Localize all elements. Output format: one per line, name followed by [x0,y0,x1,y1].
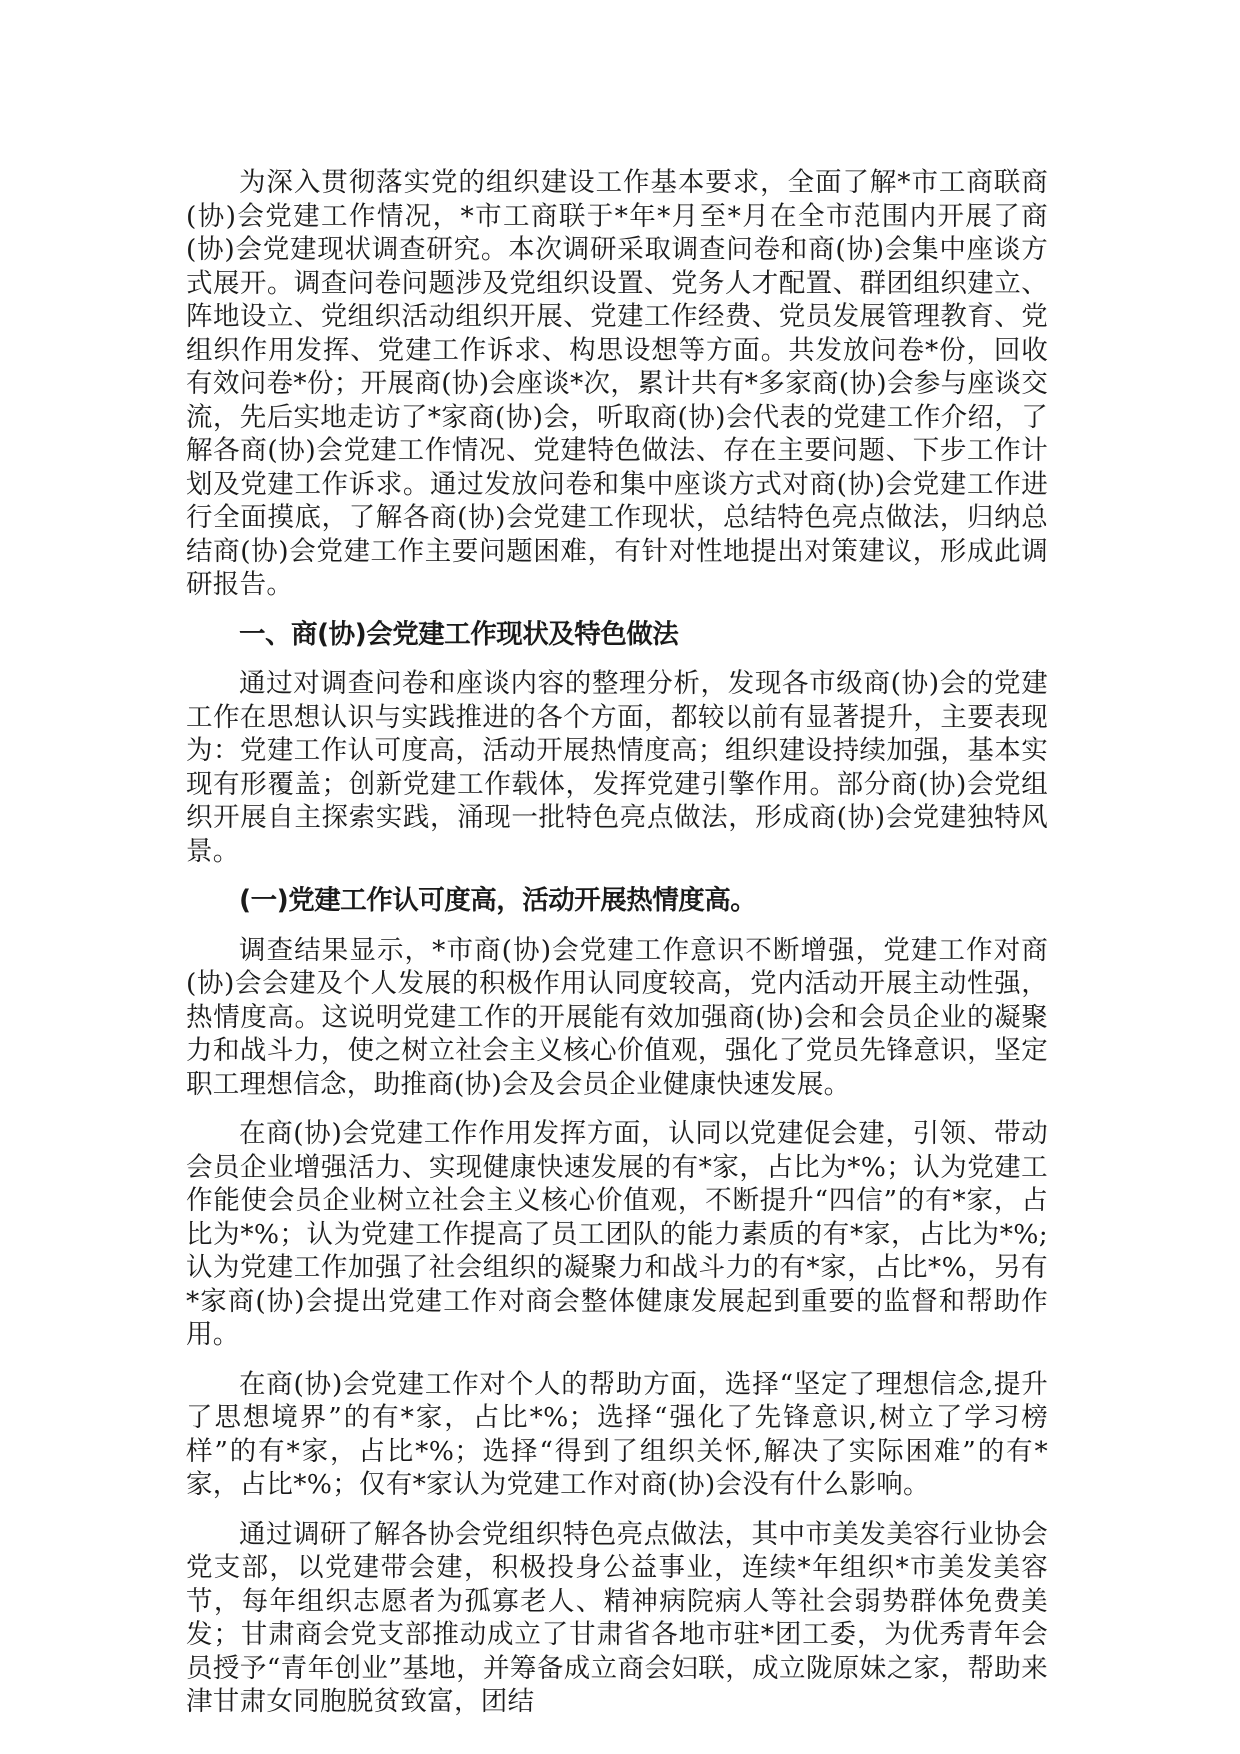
role-statistics-paragraph: 在商(协)会党建工作作用发挥方面，认同以党建促会建，引领、带动会员企业增强活力、实现健康快速发展的有*家，占比为*%；认为党建工作能使会员企业树立社会主义核心价值观，不断提升“四信”的有*家，占比为*%；认为党建工作提高了员工团队的能力素质的有*家，占比为*%;认为党建工作加强了社会组织的凝聚力和战斗力的有*家，占比*%，另有*家商(协)会提出党建工作对商会整体健康发展起到重要的监督和帮助作用。 [186,1118,1048,1350]
section-1-summary-paragraph: 通过对调查问卷和座谈内容的整理分析，发现各市级商(协)会的党建工作在思想认识与实践推进的各个方面，都较以前有显著提升，主要表现为：党建工作认可度高，活动开展热情度高；组织建设持续加强，基本实现有形覆盖；创新党建工作载体，发挥党建引擎作用。部分商(协)会党组织开展自主探索实践，涌现一批特色亮点做法，形成商(协)会党建独特风景。 [186,668,1048,867]
intro-paragraph: 为深入贯彻落实党的组织建设工作基本要求，全面了解*市工商联商(协)会党建工作情况，*市工商联于*年*月至*月在全市范围内开展了商(协)会党建现状调查研究。本次调研采取调查问卷和商(协)会集中座谈方式展开。调查问卷问题涉及党组织设置、党务人才配置、群团组织建立、阵地设立、党组织活动组织开展、党建工作经费、党员发展管理教育、党组织作用发挥、党建工作诉求、构思设想等方面。共发放问卷*份，回收有效问卷*份；开展商(协)会座谈*次，累计共有*多家商(协)会参与座谈交流，先后实地走访了*家商(协)会，听取商(协)会代表的党建工作介绍，了解各商(协)会党建工作情况、党建特色做法、存在主要问题、下步工作计划及党建工作诉求。通过发放问卷和集中座谈方式对商(协)会党建工作进行全面摸底，了解各商(协)会党建工作现状，总结特色亮点做法，归纳总结商(协)会党建工作主要问题困难，有针对性地提出对策建议，形成此调研报告。 [186,167,1048,600]
highlight-practices-paragraph: 通过调研了解各协会党组织特色亮点做法，其中市美发美容行业协会党支部，以党建带会建，积极投身公益事业，连续*年组织*市美发美容节，每年组织志愿者为孤寡老人、精神病院病人等社会弱势群体免费美发；甘肃商会党支部推动成立了甘肃省各地市驻*团工委，为优秀青年会员授予“青年创业”基地，并筹备成立商会妇联，成立陇原妹之家，帮助来津甘肃女同胞脱贫致富，团结 [186,1518,1048,1717]
personal-help-paragraph: 在商(协)会党建工作对个人的帮助方面，选择“坚定了理想信念,提升了思想境界”的有*家，占比*%；选择“强化了先锋意识,树立了学习榜样”的有*家，占比*%；选择“得到了组织关怀,解决了实际困难”的有*家，占比*%；仅有*家认为党建工作对商(协)会没有什么影响。 [186,1368,1048,1500]
section-heading-1: 一、商(协)会党建工作现状及特色做法 [239,618,679,650]
document-page [186,166,1048,1735]
subsection-heading-1: (一)党建工作认可度高，活动开展热情度高。 [239,885,757,916]
survey-results-paragraph: 调查结果显示，*市商(协)会党建工作意识不断增强，党建工作对商(协)会会建及个人发展的积极作用认同度较高，党内活动开展主动性强，热情度高。这说明党建工作的开展能有效加强商(协)会和会员企业的凝聚力和战斗力，使之树立社会主义核心价值观，强化了党员先锋意识，坚定职工理想信念，助推商(协)会及会员企业健康快速发展。 [186,934,1048,1100]
